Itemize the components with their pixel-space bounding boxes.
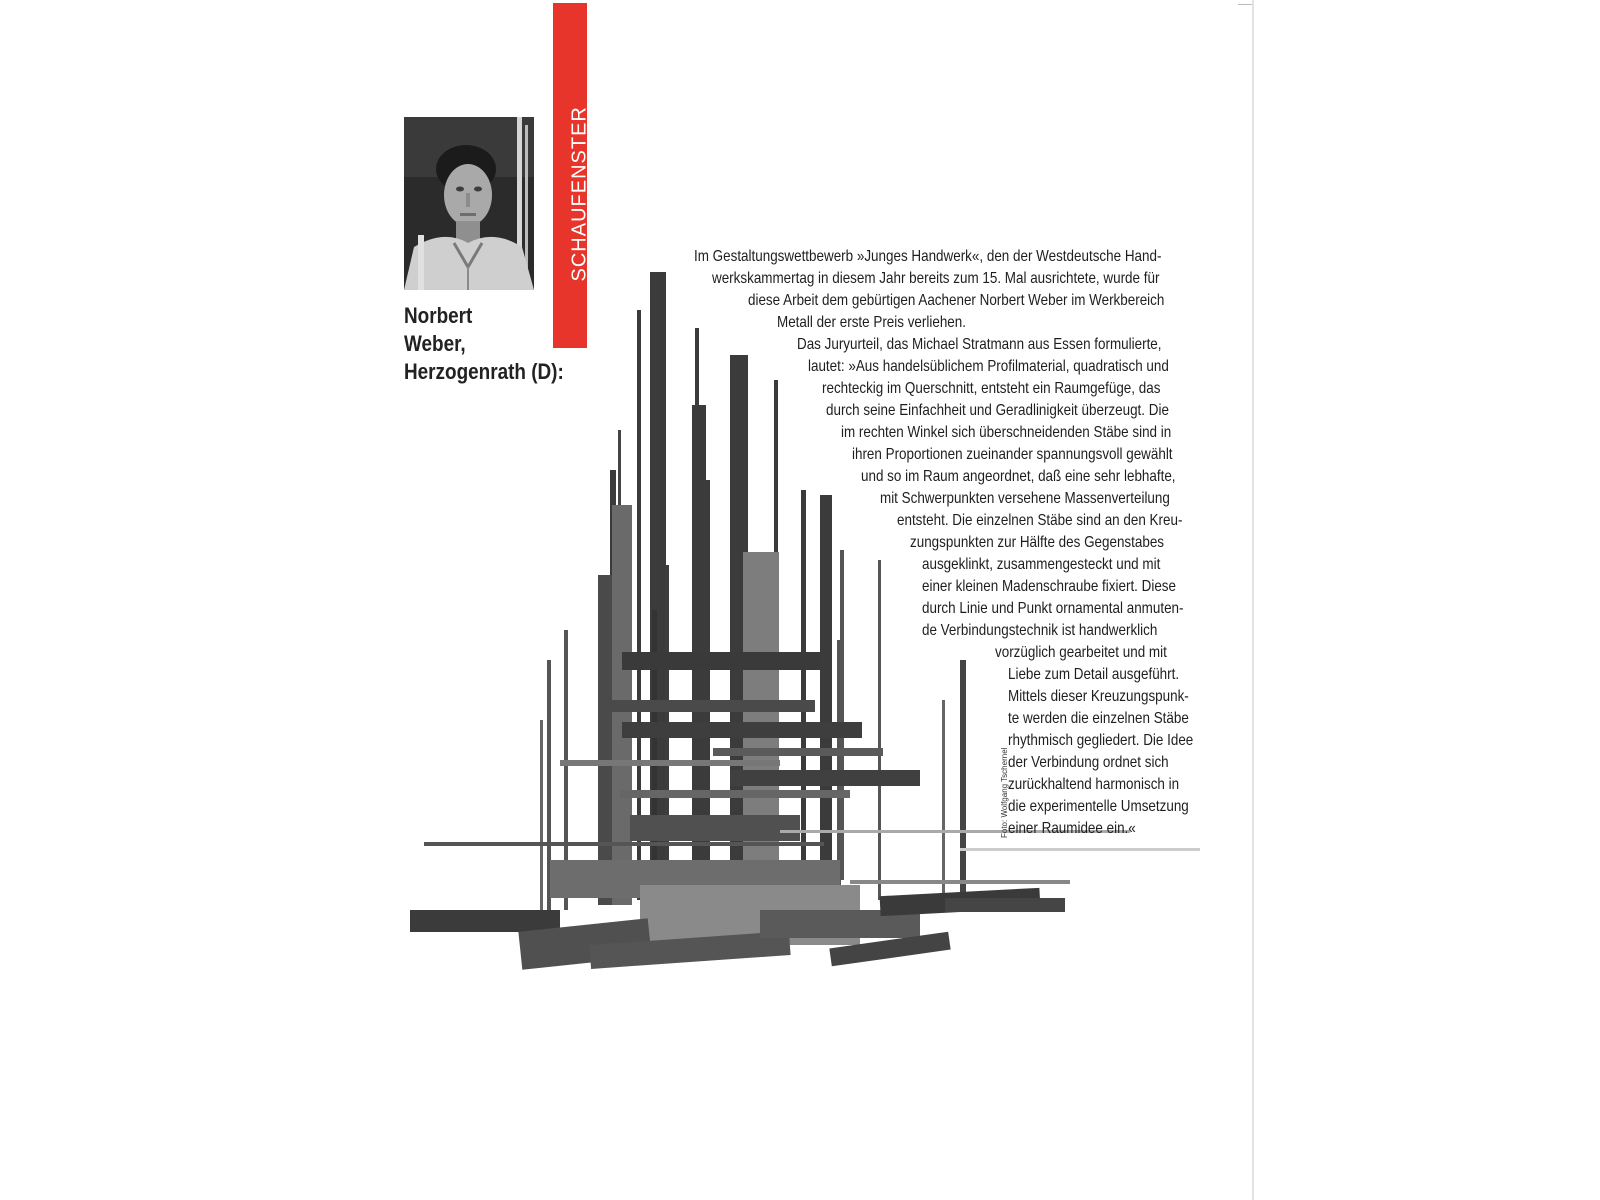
article-line: durch Linie und Punkt ornamental anmuten- bbox=[922, 600, 1184, 617]
article-line: und so im Raum angeordnet, daß eine sehr lebhafte, bbox=[861, 468, 1176, 485]
article-line: de Verbindungstechnik ist handwerklich bbox=[922, 622, 1158, 639]
article-line: te werden die einzelnen Stäbe bbox=[1008, 710, 1189, 727]
article-line: vorzüglich gearbeitet und mit bbox=[995, 644, 1167, 661]
article-line: Das Juryurteil, das Michael Stratmann aus Essen formulierte, bbox=[797, 336, 1162, 353]
article-line: einer kleinen Madenschraube fixiert. Diese bbox=[922, 578, 1177, 595]
article-line: mit Schwerpunkten versehene Massenverteilung bbox=[880, 490, 1170, 507]
article-line: zungspunkten zur Hälfte des Gegenstabes bbox=[910, 534, 1165, 551]
portrait-image bbox=[404, 117, 534, 290]
article-line: zurückhaltend harmonisch in bbox=[1008, 776, 1180, 793]
artist-name-line-1: Norbert bbox=[404, 303, 473, 328]
artist-name-line-3: Herzogenrath (D): bbox=[404, 359, 564, 384]
article-line: Mittels dieser Kreuzungspunk- bbox=[1008, 688, 1189, 705]
artist-name-line-2: Weber, bbox=[404, 331, 466, 356]
article-line: rhythmisch gegliedert. Die Idee bbox=[1008, 732, 1194, 749]
photo-credit bbox=[1000, 747, 1014, 838]
article-line: rechteckig im Querschnitt, entsteht ein Raumgefüge, das bbox=[822, 380, 1161, 397]
article-line: entsteht. Die einzelnen Stäbe sind an den Kreu- bbox=[897, 512, 1183, 529]
article-line: der Verbindung ordnet sich bbox=[1008, 754, 1169, 771]
page-edge-tick bbox=[1238, 4, 1252, 5]
article-line: einer Raumidee ein.« bbox=[1008, 820, 1136, 837]
article-line: lautet: »Aus handelsüblichem Profilmaterial, quadratisch und bbox=[808, 358, 1169, 375]
article-line: Liebe zum Detail ausgeführt. bbox=[1008, 666, 1180, 683]
article-line: ausgeklinkt, zusammengesteckt und mit bbox=[922, 556, 1161, 573]
section-label-text: SCHAUFENSTER bbox=[568, 106, 591, 282]
article-line: werkskammertag in diesem Jahr bereits zum 15. Mal ausrichtete, wurde für bbox=[712, 270, 1160, 287]
article-line: durch seine Einfachheit und Geradlinigkeit überzeugt. Die bbox=[826, 402, 1169, 419]
article-line: im rechten Winkel sich überschneidenden Stäbe sind in bbox=[841, 424, 1172, 441]
article-line: die experimentelle Umsetzung bbox=[1008, 798, 1189, 815]
article-line: Metall der erste Preis verliehen. bbox=[777, 314, 966, 331]
artist-portrait-photo bbox=[404, 117, 534, 290]
article-line: Im Gestaltungswettbewerb »Junges Handwerk«, den der Westdeutsche Hand- bbox=[694, 248, 1162, 265]
article-line: ihren Proportionen zueinander spannungsvoll gewählt bbox=[852, 446, 1173, 463]
article-line: diese Arbeit dem gebürtigen Aachener Norbert Weber im Werkbereich bbox=[748, 292, 1165, 309]
page-edge-shadow bbox=[1252, 0, 1254, 1200]
photo-credit-text: Foto: Wolfgang Tschernel bbox=[1000, 747, 1009, 838]
section-label bbox=[553, 3, 591, 293]
